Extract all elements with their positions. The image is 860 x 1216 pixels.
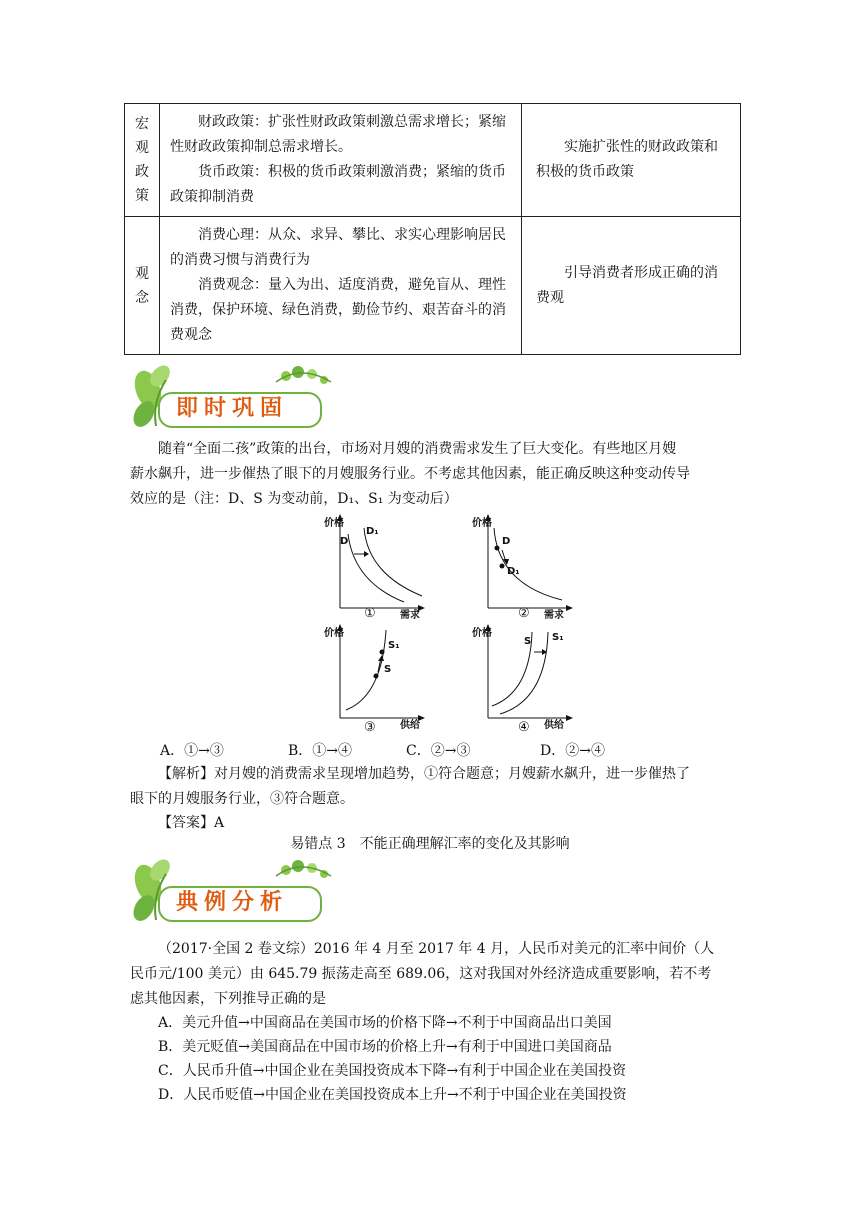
graph-2-movement-along-demand <box>470 512 580 621</box>
table-cell-content <box>160 104 522 217</box>
question1-stem-line1: 随着“全面二孩”政策的出台，市场对月嫂的消费需求发生了巨大变化。有些地区月嫂 <box>158 441 677 457</box>
svg-text:价格: 价格 <box>472 628 492 639</box>
question1-stem-line3: 效应的是（注：D、S 为变动前，D₁、S₁ 为变动后） <box>130 491 458 507</box>
svg-text:供给: 供给 <box>400 720 420 731</box>
table-row <box>125 104 741 217</box>
banner-title: 即时巩固 <box>176 396 289 421</box>
consumer-psychology-text: 消费心理：从众、求异、攀比、求实心理影响居民的消费习惯与消费行为 <box>170 227 506 268</box>
option-c[interactable]: C．②→③ <box>406 743 471 759</box>
svg-text:D: D <box>502 536 511 547</box>
table-cell-result: 实施扩张性的财政政策和积极的货币政策 <box>522 104 741 217</box>
answer-text: 【答案】A <box>158 815 225 831</box>
option-a[interactable]: A．①→③ <box>160 743 224 759</box>
graph-number-1: ① <box>364 606 376 621</box>
graph-1-demand-shift <box>322 512 432 621</box>
row-header-concept: 观 念 <box>125 217 160 355</box>
graph-3-movement-along-supply <box>322 622 432 731</box>
axis-label-demand: 需求 <box>400 610 420 621</box>
svg-text:D₁: D₁ <box>507 566 520 577</box>
graph-4-supply-shift <box>470 622 580 731</box>
svg-text:S: S <box>524 636 532 647</box>
question2-option-c[interactable]: C．人民币升值→中国企业在美国投资成本下降→有利于中国企业在美国投资 <box>158 1063 627 1079</box>
question2-stem-line1: （2017·全国 2 卷文综）2016 年 4 月至 2017 年 4 月，人民币对美元的汇率中间价（人 <box>158 941 715 957</box>
axis-label-price: 价格 <box>324 518 344 529</box>
row-header-macro-policy: 宏 观 政 策 <box>125 104 160 217</box>
analysis-line2: 眼下的月嫂服务行业，③符合题意。 <box>130 791 354 807</box>
svg-text:供给: 供给 <box>544 720 564 731</box>
graph-number-4: ④ <box>518 720 530 735</box>
banner-example-analysis <box>126 856 341 926</box>
curve-label-d: D <box>340 536 349 547</box>
table-row <box>125 217 741 355</box>
curve-label-d1: D₁ <box>366 526 379 537</box>
monetary-policy-text: 货币政策：积极的货币政策刺激消费；紧缩的货币政策抑制消费 <box>170 164 506 205</box>
factors-table <box>124 103 741 355</box>
option-d[interactable]: D．②→④ <box>540 743 605 759</box>
question2-stem-line3: 虑其他因素，下列推导正确的是 <box>130 991 326 1007</box>
svg-text:S: S <box>384 664 392 675</box>
fiscal-policy-text: 财政政策：扩张性财政政策刺激总需求增长；紧缩性财政政策抑制总需求增长。 <box>170 114 506 155</box>
section-title: 易错点 3 不能正确理解汇率的变化及其影响 <box>290 836 570 852</box>
consumption-concept-text: 消费观念：量入为出、适度消费，避免盲从、理性消费，保护环境、绿色消费，勤俭节约、艰苦奋斗的消费观念 <box>170 277 506 343</box>
graph-number-2: ② <box>518 606 530 621</box>
option-b[interactable]: B．①→④ <box>288 743 353 759</box>
svg-text:价格: 价格 <box>472 518 492 529</box>
banner-title: 典例分析 <box>176 890 289 915</box>
svg-text:需求: 需求 <box>544 610 564 621</box>
banner-consolidate <box>126 362 341 432</box>
question2-option-b[interactable]: B．美元贬值→美国商品在中国市场的价格上升→有利于中国进口美国商品 <box>158 1039 612 1055</box>
graph-number-3: ③ <box>364 720 376 735</box>
table-cell-content <box>160 217 522 355</box>
question2-option-a[interactable]: A．美元升值→中国商品在美国市场的价格下降→不利于中国商品出口美国 <box>158 1015 612 1031</box>
question1-stem-line2: 薪水飙升，进一步催热了眼下的月嫂服务行业。不考虑其他因素，能正确反映这种变动传导 <box>130 466 690 482</box>
svg-text:S₁: S₁ <box>552 632 564 643</box>
question2-stem-line2: 民币元/100 美元）由 645.79 振荡走高至 689.06，这对我国对外经济造成重要影响，若不考 <box>130 966 712 982</box>
question2-option-d[interactable]: D．人民币贬值→中国企业在美国投资成本上升→不利于中国企业在美国投资 <box>158 1087 627 1103</box>
svg-text:价格: 价格 <box>324 628 344 639</box>
analysis-line1: 【解析】对月嫂的消费需求呈现增加趋势，①符合题意；月嫂薪水飙升，进一步催热了 <box>158 766 690 782</box>
svg-text:S₁: S₁ <box>388 640 400 651</box>
table-cell-result: 引导消费者形成正确的消费观 <box>522 217 741 355</box>
